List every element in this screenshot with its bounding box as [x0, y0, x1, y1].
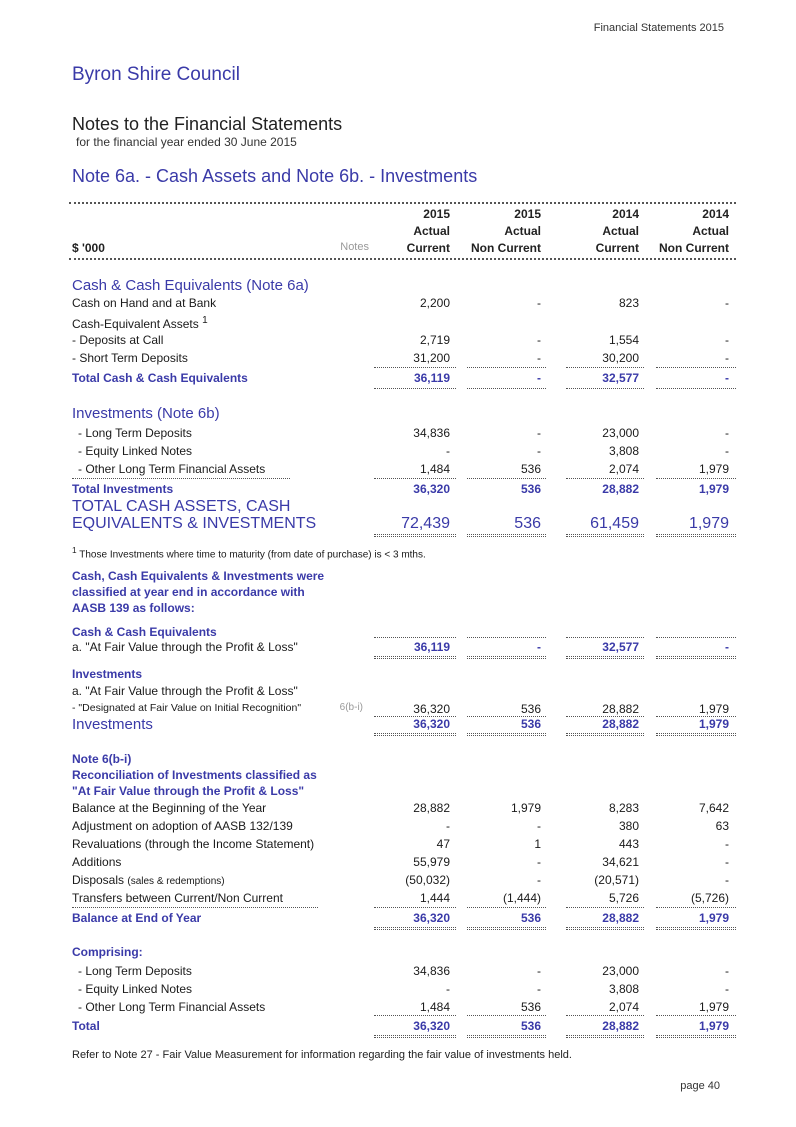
total-investments-row: Total Investments 36,320 536 28,882 1,979 [72, 482, 729, 496]
table-row: - Deposits at Call 2,719 - 1,554 - [72, 333, 729, 347]
note-title: Note 6a. - Cash Assets and Note 6b. - Investments [72, 166, 478, 186]
header-rule [69, 258, 736, 260]
document-title: Financial Statements 2015 [593, 22, 724, 34]
footer-note: Refer to Note 27 - Fair Value Measurement for information regarding the fair value of investments held. [72, 1049, 572, 1061]
column-years: 2015 2015 2014 2014 [423, 207, 729, 221]
table-row: Cash on Hand and at Bank 2,200 - 823 - [72, 296, 729, 310]
investments-heading: Investments (Note 6b) [72, 405, 220, 422]
investments-class-sub: a. "At Fair Value through the Profit & Loss" [72, 684, 298, 698]
cash-heading: Cash & Cash Equivalents (Note 6a) [72, 277, 309, 294]
table-row: - Long Term Deposits 34,836 - 23,000 - [78, 964, 729, 978]
table-row: - Short Term Deposits 31,200 - 30,200 - [72, 351, 729, 365]
table-row: Balance at the Beginning of the Year 28,882 1,979 8,283 7,642 [72, 801, 729, 815]
table-row: Adjustment on adoption of AASB 132/139 - - 380 63 [72, 819, 729, 833]
investments-class-heading: Investments [72, 667, 143, 681]
table-row: - Equity Linked Notes - - 3,808 - [78, 444, 729, 458]
table-row: - Long Term Deposits 34,836 - 23,000 - [78, 426, 729, 440]
cash-fair-value-row: a. "At Fair Value through the Profit & Loss" 36,119 - 32,577 - [72, 640, 729, 654]
comprising-heading: Comprising: [72, 945, 143, 959]
investments-class-total: Investments 36,320 536 28,882 1,979 [72, 716, 729, 733]
table-row: Transfers between Current/Non Current 1,444 (1,444) 5,726 (5,726) [72, 891, 729, 905]
column-kinds: $ '000 Notes Current Non Current Current Non Current [72, 241, 729, 255]
table-row: Cash-Equivalent Assets $^1$ [72, 315, 208, 331]
table-row: - Other Long Term Financial Assets 1,484 536 2,074 1,979 [78, 462, 729, 476]
notes-subtitle: for the financial year ended 30 June 2015 [76, 135, 297, 149]
column-types: Actual Actual Actual Actual [413, 224, 729, 238]
top-rule [69, 202, 736, 204]
table-row: - Other Long Term Financial Assets 1,484 536 2,074 1,979 [78, 1000, 729, 1014]
notes-title: Notes to the Financial Statements [72, 114, 343, 134]
table-row: Revaluations (through the Income Statement) 47 1 443 - [72, 837, 729, 851]
balance-end-row: Balance at End of Year 36,320 536 28,882 1,979 [72, 911, 729, 925]
page-number: page 40 [680, 1080, 720, 1092]
table-row: Disposals (sales & redemptions) (50,032) - (20,571) - [72, 873, 729, 887]
cash-eq-heading: Cash & Cash Equivalents [72, 625, 217, 639]
table-row: - Equity Linked Notes - - 3,808 - [78, 982, 729, 996]
grand-total-row: EQUIVALENTS & INVESTMENTS 72,439 536 61,459 1,979 [72, 515, 729, 532]
recon-heading-2: Reconciliation of Investments classified as [72, 768, 317, 782]
footnote: $^1$ Those Investments where time to maturity (from date of purchase) is < 3 mths. [72, 545, 426, 561]
recon-heading-3: "At Fair Value through the Profit & Loss" [72, 784, 305, 798]
classified-heading-3: AASB 139 as follows: [72, 601, 195, 615]
total-cash-row: Total Cash & Cash Equivalents 36,119 - 32,577 - [72, 371, 729, 385]
designated-row: - "Designated at Fair Value on Initial Recognition" 6(b-i) 36,320 536 28,882 1,979 [72, 702, 729, 716]
grand-total-label-1: TOTAL CASH ASSETS, CASH [72, 498, 291, 515]
table-row: Additions 55,979 - 34,621 - [72, 855, 729, 869]
comprising-total-row: Total 36,320 536 28,882 1,979 [72, 1019, 729, 1033]
classified-heading-1: Cash, Cash Equivalents & Investments were [72, 569, 325, 583]
council-name: Byron Shire Council [72, 64, 240, 85]
classified-heading-2: classified at year end in accordance with [72, 585, 305, 599]
recon-heading-1: Note 6(b-i) [72, 752, 132, 766]
